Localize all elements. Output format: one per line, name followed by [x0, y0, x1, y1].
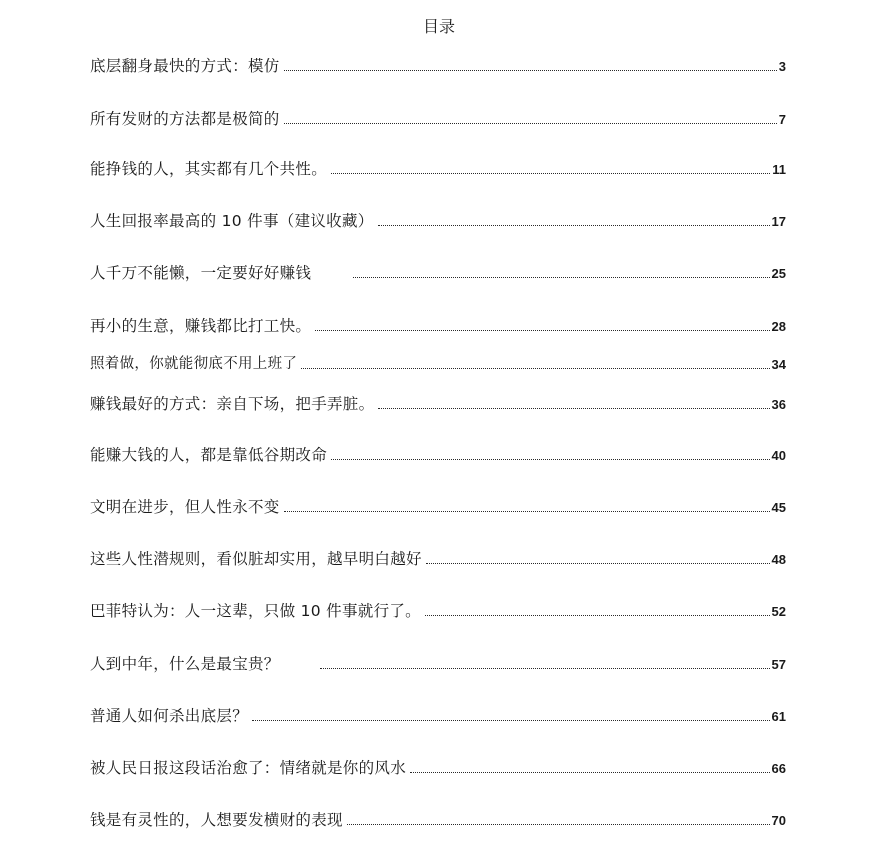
- toc-leader-dots: [301, 368, 769, 369]
- toc-entry[interactable]: [90, 655, 786, 673]
- toc-entry[interactable]: [90, 212, 786, 230]
- toc-entry-title: 人千万不能懒，一定要好好赚钱: [90, 264, 312, 282]
- toc-entry-page: 70: [771, 813, 786, 828]
- toc-leader-dots: [410, 772, 770, 773]
- toc-entry-title: 再小的生意，赚钱都比打工快。: [90, 317, 312, 335]
- toc-entry[interactable]: [90, 446, 786, 464]
- toc-entry-page: 17: [771, 214, 786, 229]
- toc-entry-page: 48: [771, 552, 786, 567]
- toc-entry[interactable]: [90, 707, 786, 725]
- toc-entry-title: 普通人如何杀出底层？: [90, 707, 249, 725]
- toc-leader-dots: [353, 277, 769, 278]
- toc-leader-dots: [315, 330, 769, 331]
- toc-entry-title: 被人民日报这段话治愈了：情绪就是你的风水: [90, 759, 407, 777]
- toc-entry-title: 能挣钱的人，其实都有几个共性。: [90, 160, 328, 178]
- toc-entry-page: 66: [771, 761, 786, 776]
- toc-entry[interactable]: [90, 355, 786, 373]
- toc-leader-dots: [331, 173, 770, 174]
- toc-leader-dots: [252, 720, 770, 721]
- toc-entry-title: 巴菲特认为：人一这辈，只做 10 件事就行了。: [90, 602, 421, 620]
- toc-entry[interactable]: [90, 160, 786, 178]
- toc-entry[interactable]: [90, 759, 786, 777]
- toc-entry[interactable]: [90, 264, 786, 282]
- toc-entry-page: 3: [778, 59, 786, 74]
- toc-leader-dots: [378, 225, 770, 226]
- toc-leader-dots: [284, 123, 777, 124]
- toc-entry[interactable]: [90, 110, 786, 128]
- toc-entry-page: 7: [778, 112, 786, 127]
- toc-leader-dots: [347, 824, 770, 825]
- toc-entry-page: 28: [771, 319, 786, 334]
- toc-heading: 目录: [422, 17, 455, 36]
- toc-entry-title: 人生回报率最高的 10 件事（建议收藏）: [90, 212, 374, 230]
- toc-entry-title: 照着做，你就能彻底不用上班了: [90, 356, 298, 372]
- toc-entry-title: 钱是有灵性的，人想要发横财的表现: [90, 811, 343, 829]
- toc-leader-dots: [284, 70, 777, 71]
- toc-leader-dots: [425, 615, 770, 616]
- toc-entry-page: 25: [771, 266, 786, 281]
- toc-entry[interactable]: [90, 395, 786, 413]
- toc-entry-page: 11: [772, 162, 786, 177]
- toc-entry-title: 文明在进步，但人性永不变: [90, 498, 280, 516]
- toc-entry-title: 所有发财的方法都是极简的: [90, 110, 280, 128]
- toc-leader-dots: [426, 563, 770, 564]
- toc-entry-page: 45: [771, 500, 786, 515]
- toc-entry-page: 34: [771, 357, 786, 372]
- toc-entry[interactable]: [90, 498, 786, 516]
- toc-entry-title: 能赚大钱的人，都是靠低谷期改命: [90, 446, 328, 464]
- toc-leader-dots: [320, 668, 770, 669]
- toc-entry-page: 40: [771, 448, 786, 463]
- toc-entry-page: 57: [771, 657, 786, 672]
- toc-leader-dots: [284, 511, 770, 512]
- toc-entry[interactable]: [90, 811, 786, 829]
- toc-entry[interactable]: [90, 317, 786, 335]
- toc-entry[interactable]: [90, 57, 786, 75]
- toc-entry-page: 36: [771, 397, 786, 412]
- toc-entry[interactable]: [90, 602, 786, 620]
- toc-entry-title: 赚钱最好的方式：亲自下场，把手弄脏。: [90, 395, 375, 413]
- toc-leader-dots: [378, 408, 769, 409]
- toc-entry-page: 61: [771, 709, 786, 724]
- toc-entry-page: 52: [771, 604, 786, 619]
- toc-entry[interactable]: [90, 550, 786, 568]
- toc-entry-title: 底层翻身最快的方式：模仿: [90, 57, 280, 75]
- toc-entry-title: 这些人性潜规则，看似脏却实用，越早明白越好: [90, 550, 422, 568]
- toc-leader-dots: [331, 459, 770, 460]
- toc-entry-title: 人到中年，什么是最宝贵？: [90, 655, 280, 673]
